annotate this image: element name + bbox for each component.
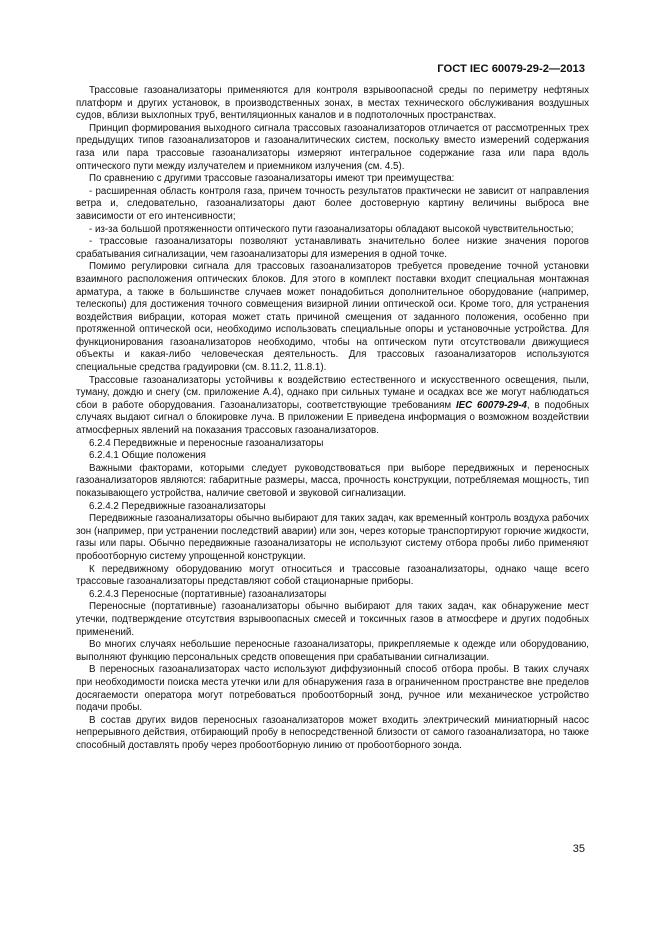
- paragraph: Помимо регулировки сигнала для трассовых газоанализаторов требуется проведение точной установки взаимного расположения оптических блоков. Для этого в комплект поставки входит специальная монтажная арматура, а также в большинстве случаев может понадобиться дополнительное оборудование (например, телескопы) для достижения точного совмещения визирной линии оптической оси. Кроме того, для устранения воздействия вибрации, которая может стать причиной смещения от заданного положения, особенно при протяженной оптической оси, необходимо использовать специальные опоры и установочные устройства. Для функционирования газоанализаторов необходимо, чтобы на оптическом пути отсутствовали движущиеся объекты и какая-либо человеческая деятельность. Для трассовых газоанализаторов используются специальные средства градуировки (см. 8.11.2, 11.8.1).: [76, 261, 589, 374]
- paragraph: Важными факторами, которыми следует руководствоваться при выборе передвижных и переносных газоанализаторов являются: габаритные размеры, масса, прочность конструкции, потребляемая мощность, тип показывающего устройства, наличие световой и звуковой сигнализации.: [76, 462, 589, 499]
- paragraph: Передвижные газоанализаторы обычно выбирают для таких задач, как временный контроль воздуха рабочих зон (например, при устранении последствий аварии) или зон, через которые транспортируют горючие жидкости, газы или пары. Обычно передвижные газоанализаторы не используют систему отбора пробы либо применяют пробоотборную систему упрощенной конструкции.: [76, 513, 589, 562]
- subsection-heading: 6.2.4.1 Общие положения: [89, 450, 206, 462]
- paragraph: [76, 375, 589, 438]
- paragraph: Переносные (портативные) газоанализаторы обычно выбирают для таких задач, как обнаружение мест утечки, подтверждение отсутствия взрывоопасных смесей и токсичных газов в атмосфере и других подобных применений.: [76, 601, 589, 638]
- paragraph: Во многих случаях небольшие переносные газоанализаторы, прикрепляемые к одежде или оборудованию, выполняют функцию персональных средств оповещения при срабатывании сигнализации.: [76, 639, 589, 663]
- section-heading: 6.2.4 Передвижные и переносные газоанализаторы: [89, 437, 324, 449]
- paragraph-text: , в подобных случаях выдают сигнал о блокировке луча. В приложении Е приведена информация о возможном воздействии атмосферных явлений на показания трассовых газоанализаторов.: [76, 399, 589, 437]
- paragraph: В переносных газоанализаторах часто используют диффузионный способ отбора пробы. В таких случаях при необходимости поиска места утечки или для обнаружения газа в ограниченном пространстве вне пределов досягаемости оператора могут потребоваться пробоотборный зонд, ручное или механическое устройство подачи пробы.: [76, 664, 589, 714]
- paragraph: К передвижному оборудованию могут относиться и трассовые газоанализаторы, однако чаще всего трассовые газоанализаторы представляют собой стационарные приборы.: [76, 563, 589, 588]
- standard-reference: IEC 60079-29-4: [455, 399, 527, 411]
- paragraph: Трассовые газоанализаторы применяются для контроля взрывоопасной среды по периметру нефтяных платформ и других установок, в производственных зонах, в местах технического обслуживания воздушных судов, вблизи выхлопных труб, вентиляционных каналов и в подпотолочных пространствах.: [76, 85, 589, 122]
- paragraph-text: Трассовые газоанализаторы устойчивы к воздействию естественного и искусственного освещения, пыли, туману, дождю и снегу (см. приложение А.4), однако при сильных тумане и осадках все же могут наблюдаться сбои в работе оборудования. Газоанализаторы, соответствующие требованиям: [76, 374, 589, 411]
- paragraph: По сравнению с другими трассовые газоанализаторы имеют три преимущества:: [89, 173, 455, 185]
- paragraph: В состав других видов переносных газоанализаторов может входить электрический миниатюрный насос непрерывного действия, отбирающий пробу в непосредственной близости от самого газоанализатора, но также способный доставлять пробу через пробоотборную линию от пробоотборного зонда.: [76, 714, 589, 751]
- standard-header: ГОСТ IEC 60079-29-2—2013: [437, 63, 585, 75]
- subsection-heading: 6.2.4.2 Передвижные газоанализаторы: [89, 500, 266, 512]
- list-item: - трассовые газоанализаторы позволяют устанавливать значительно более низкие значения порогов срабатывания сигнализации, чем газоанализаторы для измерения в одной точке.: [76, 236, 589, 260]
- list-item: - расширенная область контроля газа, причем точность результатов практически не зависит от направления ветра и, следовательно, газоанализаторы дают более достоверную картину величины выброса вне зависимости от его интенсивности;: [76, 185, 589, 222]
- page-number: 35: [572, 843, 585, 855]
- list-item: - из-за большой протяженности оптического пути газоанализаторы обладают высокой чувствительностью;: [89, 223, 574, 235]
- subsection-heading: 6.2.4.3 Переносные (портативные) газоанализаторы: [89, 588, 327, 600]
- document-body: [76, 85, 589, 752]
- paragraph: Принцип формирования выходного сигнала трассовых газоанализаторов отличается от рассмотренных трех предыдущих типов газоанализаторов и газоаналитических систем, поскольку вместо измерений содержания газа или пара трассовые газоанализаторы измеряют интегральное содержание газа или пара вдоль оптического пути между излучателем и приемником излучения (см. 4.5).: [76, 122, 589, 172]
